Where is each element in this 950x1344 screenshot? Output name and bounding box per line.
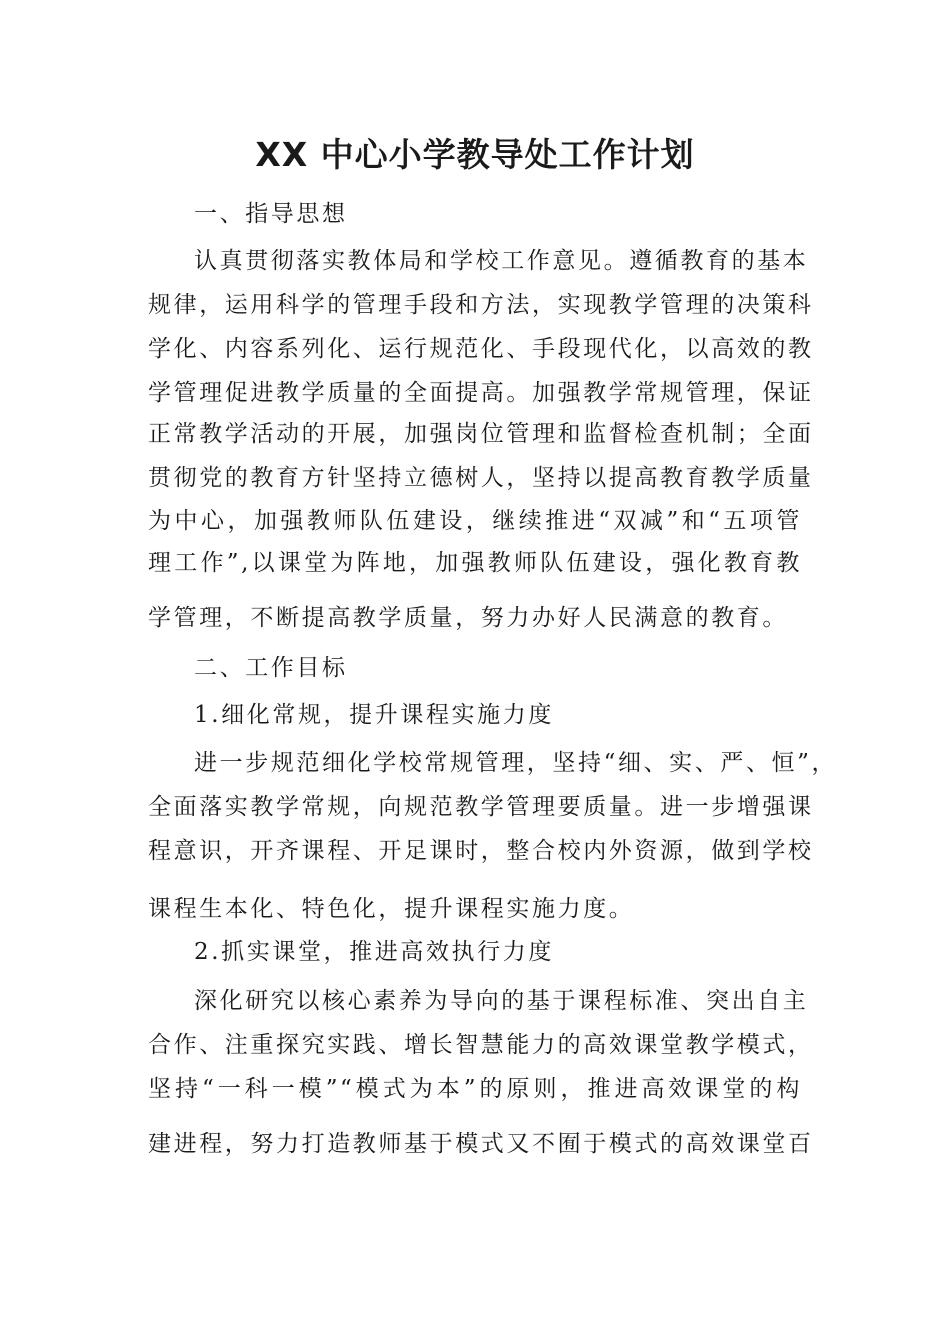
- paragraph-line: 认真贯彻落实教体局和学校工作意见。遵循教育的基本: [194, 248, 809, 274]
- subheading-goal-2: 2.抓实课堂，推进高效执行力度: [194, 939, 554, 965]
- paragraph-line: 理工作”,以课堂为阵地，加强教师队伍建设，强化教育教: [148, 550, 802, 576]
- paragraph-line: 学管理，不断提高教学质量，努力办好人民满意的教育。: [148, 605, 788, 631]
- paragraph-line: 建进程，努力打造教师基于模式又不囿于模式的高效课堂百: [148, 1131, 814, 1157]
- paragraph-line: 规律，运用科学的管理手段和方法，实现教学管理的决策科: [148, 292, 814, 318]
- paragraph-line: 正常教学活动的开展，加强岗位管理和监督检查机制；全面: [148, 421, 814, 447]
- paragraph-line: 贯彻党的教育方针坚持立德树人，坚持以提高教育教学质量: [148, 465, 814, 491]
- heading-work-goals: 二、工作目标: [194, 655, 348, 681]
- paragraph-line: 合作、注重探究实践、增长智慧能力的高效课堂教学模式，: [148, 1032, 814, 1058]
- paragraph-line: 为中心，加强教师队伍建设，继续推进“双减”和“五项管: [148, 508, 802, 534]
- paragraph-line: 程意识，开齐课程、开足课时，整合校内外资源，做到学校: [148, 838, 814, 864]
- paragraph-line: 坚持“一科一模”“模式为本”的原则，推进高效课堂的构: [148, 1076, 802, 1102]
- document-title: XX 中心小学教导处工作计划: [255, 135, 695, 174]
- subheading-goal-1: 1.细化常规，提升课程实施力度: [194, 702, 554, 728]
- paragraph-line: 课程生本化、特色化，提升课程实施力度。: [148, 896, 635, 922]
- paragraph-line: 学化、内容系列化、运行规范化、手段现代化，以高效的教: [148, 336, 814, 362]
- paragraph-line: 进一步规范细化学校常规管理，坚持“细、实、严、恒”，: [194, 750, 838, 776]
- paragraph-line: 全面落实教学常规，向规范教学管理要质量。进一步增强课: [148, 794, 814, 820]
- paragraph-line: 学管理促进教学质量的全面提高。加强教学常规管理，保证: [148, 380, 814, 406]
- heading-guiding-ideology: 一、指导思想: [194, 201, 348, 227]
- paragraph-line: 深化研究以核心素养为导向的基于课程标准、突出自主: [194, 988, 809, 1014]
